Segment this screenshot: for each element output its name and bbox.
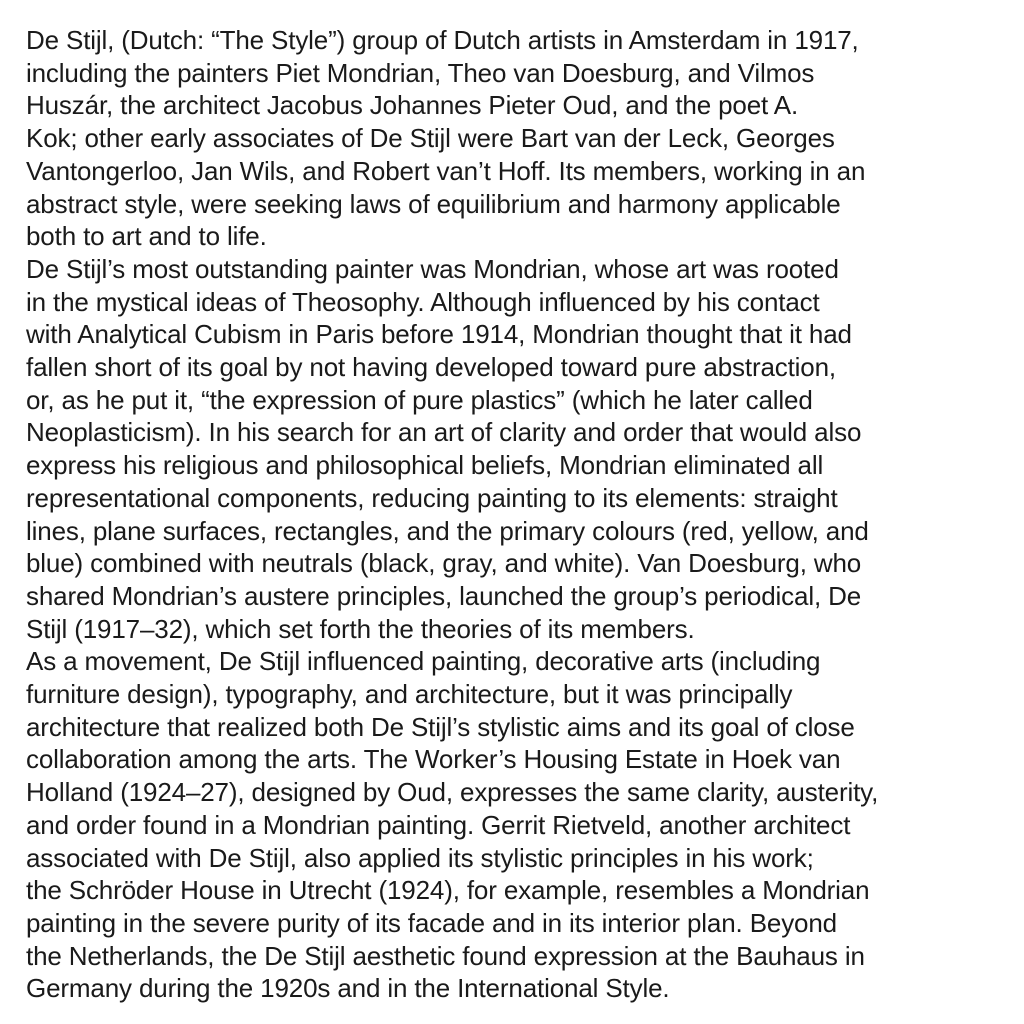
text-line: and order found in a Mondrian painting. Gerrit Rietveld, another architect bbox=[26, 809, 851, 840]
paragraph-2 bbox=[26, 253, 1016, 645]
text-line: De Stijl’s most outstanding painter was Mondrian, whose art was rooted bbox=[26, 253, 839, 284]
text-line: associated with De Stijl, also applied its stylistic principles in his work; bbox=[26, 842, 814, 873]
text-line: furniture design), typography, and architecture, but it was principally bbox=[26, 679, 793, 710]
text-line: both to art and to life. bbox=[26, 221, 267, 252]
text-line: Kok; other early associates of De Stijl were Bart van der Leck, Georges bbox=[26, 123, 835, 154]
text-line: Huszár, the architect Jacobus Johannes Pieter Oud, and the poet A. bbox=[26, 90, 799, 121]
text-line: blue) combined with neutrals (black, gray, and white). Van Doesburg, who bbox=[26, 548, 862, 579]
text-line: express his religious and philosophical beliefs, Mondrian eliminated all bbox=[26, 450, 824, 481]
text-line: including the painters Piet Mondrian, Theo van Doesburg, and Vilmos bbox=[26, 57, 815, 88]
text-line: collaboration among the arts. The Worker’s Housing Estate in Hoek van bbox=[26, 744, 841, 775]
text-line: Vantongerloo, Jan Wils, and Robert van’t Hoff. Its members, working in an bbox=[26, 155, 866, 186]
text-line: in the mystical ideas of Theosophy. Although influenced by his contact bbox=[26, 286, 820, 317]
text-line: the Netherlands, the De Stijl aesthetic found expression at the Bauhaus in bbox=[26, 940, 865, 971]
text-line: fallen short of its goal by not having developed toward pure abstraction, bbox=[26, 352, 837, 383]
text-line: or, as he put it, “the expression of pure plastics” (which he later called bbox=[26, 384, 813, 415]
text-line: with Analytical Cubism in Paris before 1914, Mondrian thought that it had bbox=[26, 319, 852, 350]
text-line: De Stijl, (Dutch: “The Style”) group of Dutch artists in Amsterdam in 1917, bbox=[26, 25, 859, 55]
text-line: Germany during the 1920s and in the International Style. bbox=[26, 973, 670, 1004]
paragraph-3 bbox=[26, 645, 1016, 1005]
text-line: the Schröder House in Utrecht (1924), for example, resembles a Mondrian bbox=[26, 875, 870, 906]
text-line: painting in the severe purity of its facade and in its interior plan. Beyond bbox=[26, 907, 837, 938]
text-line: Stijl (1917–32), which set forth the theories of its members. bbox=[26, 613, 695, 644]
text-line: representational components, reducing painting to its elements: straight bbox=[26, 482, 838, 513]
text-line: As a movement, De Stijl influenced painting, decorative arts (including bbox=[26, 646, 821, 677]
text-line: Holland (1924–27), designed by Oud, expresses the same clarity, austerity, bbox=[26, 777, 879, 808]
text-line: lines, plane surfaces, rectangles, and the primary colours (red, yellow, and bbox=[26, 515, 869, 546]
text-line: architecture that realized both De Stijl’s stylistic aims and its goal of close bbox=[26, 711, 855, 742]
text-line: abstract style, were seeking laws of equilibrium and harmony applicable bbox=[26, 188, 841, 219]
paragraph-1 bbox=[26, 24, 1016, 253]
text-line: Neoplasticism). In his search for an art of clarity and order that would also bbox=[26, 417, 862, 448]
text-line: shared Mondrian’s austere principles, launched the group’s periodical, De bbox=[26, 580, 862, 611]
article-text bbox=[26, 24, 1016, 1005]
